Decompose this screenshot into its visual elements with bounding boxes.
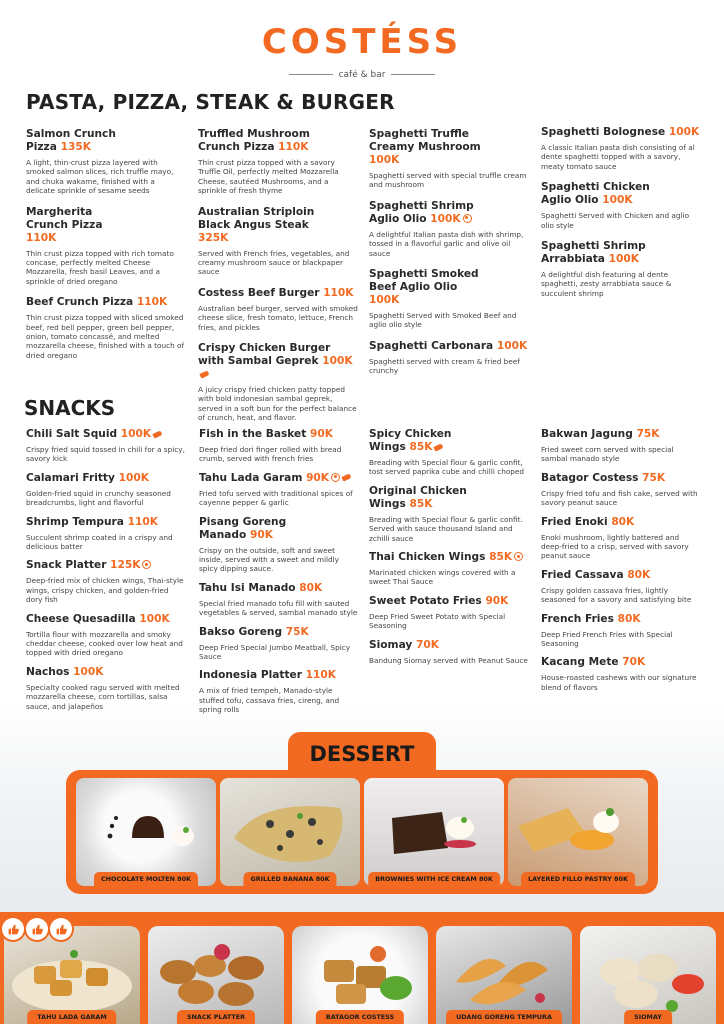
menu-item [26, 472, 186, 508]
item-price: 110K [26, 231, 57, 244]
item-name: Siomay [369, 638, 413, 651]
menu-item [199, 428, 359, 464]
item-price: 100K [430, 212, 461, 225]
snacks-column-4 [541, 428, 701, 702]
item-desc: Deep Fried Sweet Potato with Special Seasoning [369, 611, 506, 631]
snacks-column-2 [199, 428, 359, 725]
item-price: 110K [127, 515, 158, 528]
item-price: 70K [416, 638, 439, 651]
item-price: 80K [299, 581, 323, 594]
menu-item [199, 472, 359, 508]
menu-item [541, 181, 701, 230]
menu-item [198, 128, 358, 196]
item-name: Salmon Crunch Pizza [26, 128, 116, 153]
item-desc: Specialty cooked ragu served with melted mozzarella cheese, corn tortillas, salsa sauce, and jalapeños [26, 682, 180, 711]
section-title-snacks: SNACKS [24, 396, 116, 420]
item-price: 70K [622, 656, 646, 669]
menu-item [26, 559, 186, 604]
item-desc: Crispy on the outside, soft and sweet inside, served with a sweet and mildly spicy dipping sauce. [199, 545, 339, 574]
item-name: Pisang Goreng Manado [199, 515, 287, 541]
item-price: 75K [642, 471, 666, 484]
item-price: 100K [668, 126, 700, 138]
item-desc: Deep Fried Special Jumbo Meatball, Spicy Sauce [199, 642, 351, 662]
photo-label: TAHU LADA GARAM [27, 1010, 116, 1024]
item-desc: Bandung Siomay served with Peanut Sauce [369, 655, 528, 665]
item-price: 100K [322, 355, 353, 368]
chili-icon [199, 370, 209, 378]
menu-item [369, 595, 529, 631]
item-desc: A juicy crispy fried chicken patty topped with bold indonesian sambal geprek, served in a soft bun for the perfect balance of crunch, heat, and flavor. [198, 385, 357, 423]
item-name: Kacang Mete [541, 656, 619, 669]
menu-item [199, 516, 359, 574]
item-desc: Special fried manado tofu fill with sauted vegetables & served, sambal manado style [199, 598, 358, 618]
item-price: 100K [369, 294, 400, 307]
item-name: Spaghetti Shrimp Arrabbiata [541, 240, 646, 266]
menu-column-3 [369, 128, 529, 386]
item-name: Crispy Chicken Burger with Sambal Geprek [198, 342, 331, 368]
item-name: Fish in the Basket [199, 428, 307, 440]
item-name: Margherita Crunch Pizza [26, 205, 103, 231]
item-name: Cheese Quesadilla [26, 612, 136, 625]
recommended-icon [331, 473, 340, 482]
item-desc: Breading with Special flour & garlic confit. Served with sauce thousand Island and zchilli sauce [369, 514, 523, 543]
item-desc: Enoki mushroom, lightly battered and deep-fried to a crisp, served with savory peanut sauce [541, 532, 689, 561]
item-price: 325K [198, 231, 229, 244]
item-desc: Crispy fried squid tossed in chili for a spicy, savory kick [26, 445, 185, 464]
item-desc: A light, thin-crust pizza layered with smoked salmon slices, rich truffle mayo, and chuka wakame, finished with a delicate sprinkle of sesame seeds [26, 158, 174, 196]
dessert-title: DESSERT [309, 742, 415, 766]
item-name: Bakso Goreng [199, 625, 283, 638]
menu-column-4 [541, 126, 701, 308]
divider [289, 74, 333, 75]
item-price: 80K [617, 612, 641, 625]
thumbs-up-icon [2, 918, 24, 940]
item-desc: Crispy golden cassava fries, lightly seasoned for a savory and satisfying bite [541, 585, 692, 605]
item-desc: A classic Italian pasta dish consisting of al dente spaghetti topped with a savory, meaty tomato sauce [541, 143, 695, 171]
photo-tahu-lada-garam [4, 926, 140, 1024]
menu-item [541, 516, 701, 561]
item-desc: A delightful Italian pasta dish with shrimp, tossed in a flavorful garlic and olive oil sauce [369, 229, 524, 258]
item-price: 80K [611, 515, 635, 528]
item-desc: Spaghetti Served with Smoked Beef and aglio olio style [369, 311, 517, 330]
photo-label: SNACK PLATTER [177, 1010, 255, 1024]
menu-item [198, 206, 358, 277]
brand-logo [0, 24, 724, 80]
menu-item [369, 340, 529, 376]
item-name: Tahu Isi Manado [199, 581, 296, 594]
item-price: 110K [136, 296, 168, 309]
item-desc: Served with French fries, vegetables, and creamy mushroom sauce or blackpaper sauce [198, 248, 350, 277]
chili-icon [152, 430, 162, 438]
photo-label: UDANG GORENG TEMPURA [446, 1010, 562, 1024]
item-name: Beef Crunch Pizza [26, 296, 134, 309]
menu-item [369, 128, 529, 190]
item-desc: Deep-fried mix of chicken wings, Thai-style wings, crispy chicken, and golden-fried dory fish [26, 576, 184, 605]
divider [391, 74, 435, 75]
recommended-icon [514, 552, 523, 561]
dessert-photo-brownies [364, 778, 504, 886]
menu-item [369, 268, 529, 330]
brand-tagline-row [289, 70, 436, 80]
item-name: French Fries [541, 612, 614, 625]
item-name: Spaghetti Bolognese [541, 126, 666, 138]
menu-item [26, 516, 186, 552]
snacks-column-1 [26, 428, 186, 721]
dessert-label: LAYERED FILLO PASTRY 80K [521, 872, 635, 886]
item-price: 100K [608, 253, 639, 266]
menu-column-1 [26, 128, 186, 370]
item-name: Australian Striploin Black Angus Steak [198, 205, 315, 231]
item-name: Batagor Costess [541, 471, 639, 484]
menu-item [541, 428, 701, 464]
item-name: Spaghetti Shrimp Aglio Olio [369, 199, 474, 225]
menu-item [199, 669, 359, 714]
item-price: 90K [310, 428, 333, 440]
brand-name: COSTÉSS [261, 22, 463, 62]
item-name: Fried Cassava [541, 568, 624, 581]
item-name: Thai Chicken Wings [369, 551, 486, 564]
dessert-illustration [220, 778, 360, 886]
photo-udang-goreng-tempura [436, 926, 572, 1024]
menu-item [369, 551, 529, 587]
menu-item [26, 296, 186, 360]
photo-label: BATAGOR COSTESS [316, 1010, 404, 1024]
item-name: Nachos [26, 665, 70, 678]
photo-strip [0, 912, 724, 1024]
item-price: 90K [306, 471, 330, 484]
item-desc: Spaghetti served with special truffle cream and mushroom [369, 171, 527, 190]
menu-item [26, 666, 186, 711]
item-desc: Thin crust pizza topped with a savory Truffle Oil, perfectly melted Mozzarella Cheese, sautéed Mushrooms, and a sprinkle of fresh thyme [198, 158, 339, 196]
photo-snack-platter [148, 926, 284, 1024]
section-title-mains: PASTA, PIZZA, STEAK & BURGER [26, 90, 395, 114]
item-price: 110K [278, 141, 309, 153]
menu-item [26, 613, 186, 658]
recommended-icon [142, 560, 151, 569]
item-name: Spaghetti Carbonara [369, 339, 494, 352]
menu-item [26, 428, 186, 464]
menu-item [369, 200, 529, 258]
item-price: 90K [485, 594, 509, 607]
item-name: Sweet Potato Fries [369, 594, 482, 607]
dessert-photo-fillo-pastry [508, 778, 648, 886]
menu-item [369, 639, 529, 665]
item-name: Fried Enoki [541, 515, 608, 528]
item-price: 80K [627, 568, 651, 581]
item-name: Bakwan Jagung [541, 428, 633, 440]
item-name: Tahu Lada Garam [199, 471, 303, 484]
menu-item [541, 126, 701, 171]
menu-column-2 [198, 128, 358, 433]
item-name: Calamari Fritty [26, 471, 115, 484]
snacks-column-3 [369, 428, 529, 675]
item-desc: Crispy fried tofu and fish cake, served with savory peanut sauce [541, 488, 698, 508]
menu-item [541, 240, 701, 298]
recommended-icon [463, 214, 472, 223]
item-price: 100K [496, 339, 528, 352]
item-name: Snack Platter [26, 559, 107, 572]
item-desc: A delightful dish featuring al dente spaghetti, zesty arrabbiata sauce & succulent shrimp [541, 270, 672, 298]
item-name: Shrimp Tempura [26, 515, 124, 528]
brand-tagline: café & bar [338, 69, 386, 80]
item-name: Costess Beef Burger [198, 286, 320, 299]
item-desc: Marinated chicken wings covered with a sweet Thai Sauce [369, 568, 516, 587]
chili-icon [434, 443, 444, 451]
thumbs-up-icon [50, 918, 72, 940]
item-desc: Australian beef burger, served with smoked cheese slice, fresh tomato, lettuce, French fries, and pickles [198, 303, 358, 332]
recommendation-badges [2, 918, 72, 940]
item-desc: A mix of fried tempeh, Manado-style stuffed tofu, cassava fries, cireng, and spring rolls [199, 686, 340, 715]
item-desc: Tortilla flour with mozzarella and smoky cheddar cheese, cooked over low heat and topped with dried oregano [26, 629, 183, 658]
menu-item [26, 206, 186, 287]
menu-item [198, 342, 358, 423]
menu-item [198, 287, 358, 332]
dessert-panel [66, 770, 658, 894]
item-desc: Breading with Special flour & garlic confit, tost served paprika cube and chilli choped [369, 458, 525, 477]
item-name: Chili Salt Squid [26, 428, 118, 440]
photo-batagor-costess [292, 926, 428, 1024]
photo-siomay [580, 926, 716, 1024]
dessert-label: CHOCOLATE MOLTEN 80K [94, 872, 198, 886]
item-desc: Spaghetti served with cream & fried beef crunchy [369, 356, 520, 376]
item-name: Indonesia Platter [199, 669, 302, 682]
item-desc: Thin crust pizza topped with rich tomato concase, perfectly melted Cheese Mozzarella, fresh basil Leaves, and a sprinkle of dried oregano [26, 248, 174, 286]
menu-item [541, 472, 701, 508]
item-name: Spaghetti Smoked Beef Aglio Olio [369, 268, 479, 294]
item-desc: Fried tofu served with traditional spices of cayenne pepper & garlic [199, 488, 353, 508]
dessert-photo-chocolate-molten [76, 778, 216, 886]
menu-item [369, 428, 529, 477]
item-desc: Deep fried dori finger rolled with bread crumb, served with french fries [199, 445, 342, 464]
menu-item [199, 626, 359, 662]
photo-label: SIOMAY [624, 1010, 672, 1024]
dessert-illustration [364, 778, 504, 886]
item-price: 100K [369, 154, 400, 166]
item-price: 110K [323, 286, 354, 299]
item-desc: Succulent shrimp coated in a crispy and delicious batter [26, 532, 173, 552]
menu-item [541, 569, 701, 605]
item-name: Spicy Chicken Wings [369, 428, 452, 453]
item-price: 100K [602, 194, 633, 207]
item-price: 85K [409, 441, 433, 453]
item-price: 100K [139, 612, 170, 625]
dessert-photo-grilled-banana [220, 778, 360, 886]
item-desc: Spaghetti Served with Chicken and aglio olio style [541, 211, 690, 230]
item-price: 85K [409, 497, 433, 510]
menu-item [541, 656, 701, 692]
item-desc: House-roasted cashews with our signature blend of flavors [541, 673, 697, 692]
chili-icon [341, 474, 351, 482]
item-price: 135K [60, 141, 91, 153]
item-price: 100K [118, 471, 149, 484]
dessert-illustration [508, 778, 648, 886]
item-name: Truffled Mushroom Crunch Pizza [198, 128, 310, 153]
item-price: 100K [73, 665, 104, 678]
item-price: 100K [120, 428, 152, 440]
menu-item [541, 613, 701, 649]
item-desc: Deep Fried French Fries with Special Seasoning [541, 629, 673, 649]
item-desc: Thin crust pizza topped with sliced smoked beef, red bell pepper, green bell pepper, onion, tomato concassé, and melted mozzarella cheese, finished with a touch of dried oregano [26, 313, 185, 360]
dessert-label: GRILLED BANANA 80K [243, 872, 336, 886]
item-price: 90K [249, 528, 273, 541]
dessert-label: BROWNIES WITH ICE CREAM 80K [368, 872, 500, 886]
item-name: Spaghetti Truffle Creamy Mushroom [369, 128, 481, 153]
item-desc: Golden-fried squid in crunchy seasoned breadcrumbs, light and flavorful [26, 488, 171, 508]
menu-item [369, 485, 529, 543]
item-desc: Fried sweet corn served with special sambal manado style [541, 445, 674, 464]
menu-item [26, 128, 186, 196]
item-name: Spaghetti Chicken Aglio Olio [541, 181, 650, 207]
menu-item [199, 582, 359, 618]
item-price: 75K [636, 428, 660, 440]
thumbs-up-icon [26, 918, 48, 940]
item-name: Original Chicken Wings [369, 484, 467, 510]
dessert-illustration [76, 778, 216, 886]
item-price: 85K [489, 551, 513, 564]
item-price: 75K [285, 625, 309, 638]
item-price: 110K [305, 669, 336, 682]
item-price: 125K [110, 559, 141, 572]
